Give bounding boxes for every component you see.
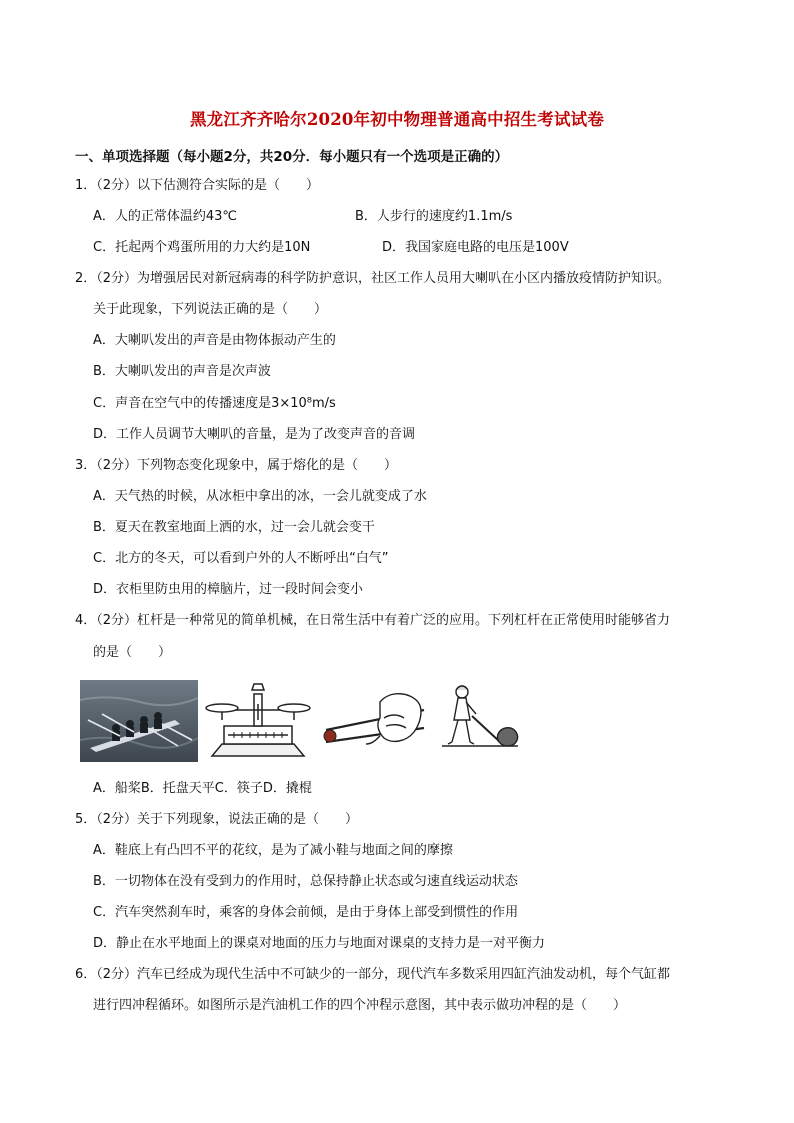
- q3-option-b: B．夏天在教室地面上洒的水，过一会儿就会变干: [93, 520, 375, 535]
- q2-option-a: A．大喇叭发出的声音是由物体振动产生的: [93, 333, 336, 348]
- q1-option-d: D．我国家庭电路的电压是100V: [382, 240, 569, 255]
- crowbar-image: [440, 680, 520, 762]
- q3-option-c: C．北方的冬天，可以看到户外的人不断呼出“白气”: [93, 551, 389, 566]
- q5-option-d: D．静止在水平地面上的课桌对地面的压力与地面对课桌的支持力是一对平衡力: [93, 936, 546, 951]
- q5-option-c: C．汽车突然刹车时，乘客的身体会前倾，是由于身体上部受到惯性的作用: [93, 905, 519, 920]
- q2-option-c: C．声音在空气中的传播速度是3×10⁸m/s: [93, 396, 336, 411]
- q6-stem-line1: 6．（2分）汽车已经成为现代生活中不可缺少的一部分，现代汽车多数采用四缸汽油发动机，每个气缸都: [75, 967, 671, 982]
- q3-option-d: D．衣柜里防虫用的樟脑片，过一段时间会变小: [93, 582, 364, 597]
- page-title: 黑龙江齐齐哈尔2020年初中物理普通高中招生考试试卷: [189, 110, 605, 129]
- q1-option-c: C．托起两个鸡蛋所用的力大约是10N: [93, 240, 311, 255]
- section-heading: 一、单项选择题（每小题2分，共20分．每小题只有一个选项是正确的）: [75, 149, 509, 165]
- q1-stem: 1．（2分）以下估测符合实际的是（ ）: [75, 178, 320, 193]
- q5-option-a: A．鞋底上有凸凹不平的花纹，是为了减小鞋与地面之间的摩擦: [93, 843, 453, 858]
- q4-stem-line1: 4．（2分）杠杆是一种常见的简单机械，在日常生活中有着广泛的应用。下列杠杆在正常使用时能够省力: [75, 613, 671, 628]
- q5-stem: 5．（2分）关于下列现象，说法正确的是（ ）: [75, 812, 359, 827]
- q2-option-d: D．工作人员调节大喇叭的音量，是为了改变声音的音调: [93, 427, 416, 442]
- q2-stem-line2: 关于此现象，下列说法正确的是（ ）: [93, 302, 328, 317]
- chopsticks-image: [320, 680, 432, 762]
- q3-option-a: A．天气热的时候，从冰柜中拿出的冰，一会儿就变成了水: [93, 489, 427, 504]
- tray-balance-image: [202, 680, 314, 762]
- q2-option-b: B．大喇叭发出的声音是次声波: [93, 364, 271, 379]
- rowing-boat-image: [80, 680, 198, 762]
- q6-stem-line2: 进行四冲程循环。如图所示是汽油机工作的四个冲程示意图，其中表示做功冲程的是（ ）: [93, 998, 627, 1013]
- lever-figures: [80, 680, 520, 762]
- q1-option-b: B．人步行的速度约1.1m/s: [355, 209, 513, 224]
- q3-stem: 3．（2分）下列物态变化现象中，属于熔化的是（ ）: [75, 458, 398, 473]
- q1-option-a: A．人的正常体温约43℃: [93, 209, 238, 224]
- q2-stem-line1: 2．（2分）为增强居民对新冠病毒的科学防护意识，社区工作人员用大喇叭在小区内播放疫情防护知识。: [75, 271, 671, 286]
- q4-options: A．船桨B．托盘天平C．筷子D．撬棍: [93, 781, 312, 796]
- q4-stem-line2: 的是（ ）: [93, 645, 172, 660]
- q5-option-b: B．一切物体在没有受到力的作用时，总保持静止状态或匀速直线运动状态: [93, 874, 518, 889]
